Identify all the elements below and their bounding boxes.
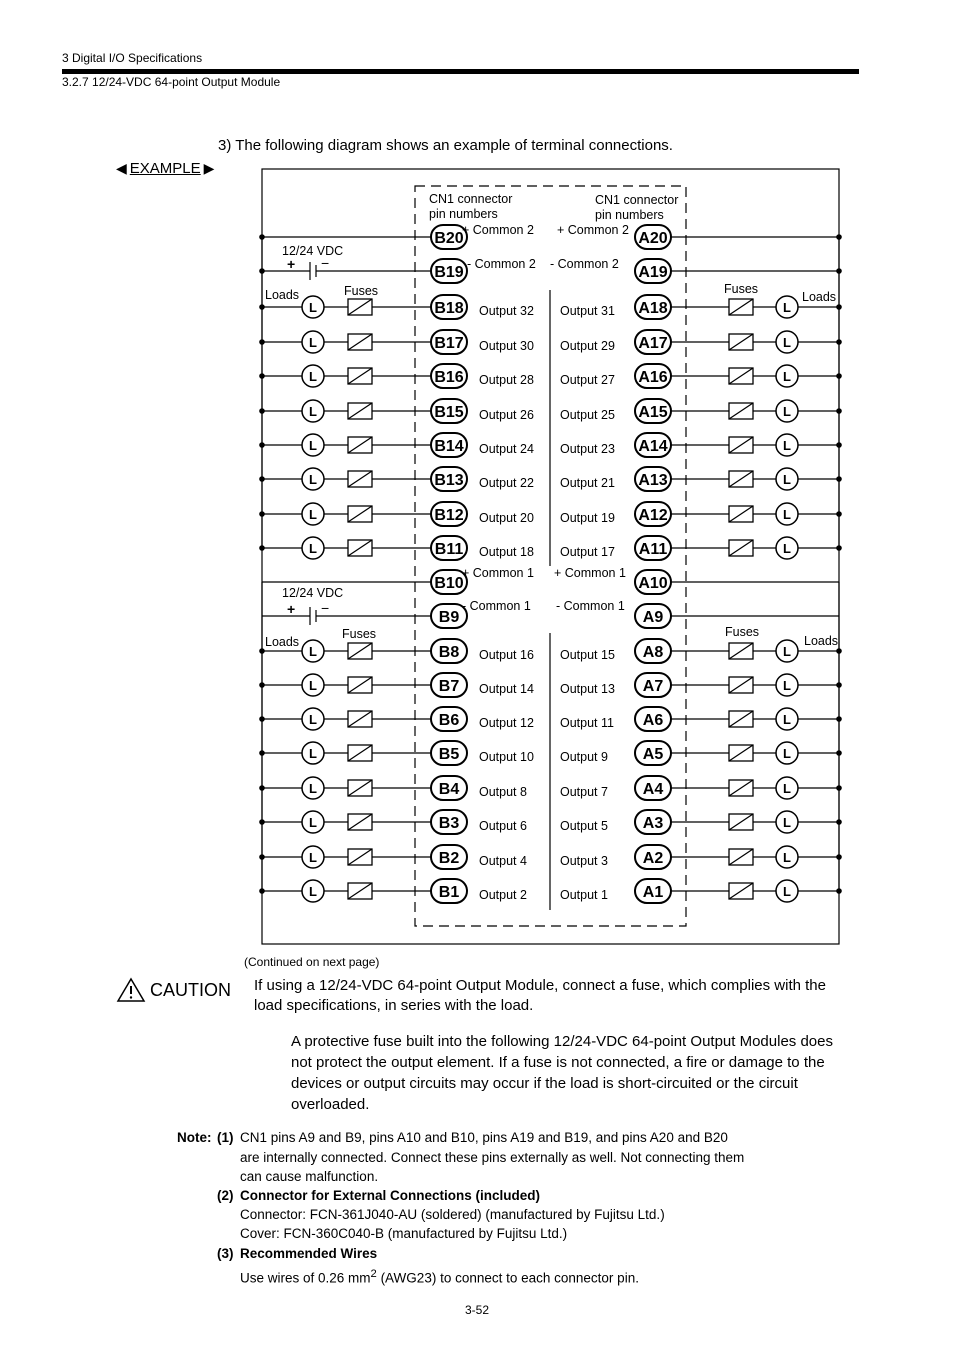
pin-a2-label: A2	[642, 850, 664, 867]
fuses-label-top-left: Fuses	[344, 284, 379, 298]
output-label-b: Output 6	[479, 819, 527, 833]
pin-b13-label: B13	[434, 472, 464, 489]
output-label-b: Output 4	[479, 854, 527, 868]
note-2-cover: Cover: FCN-360C040-B (manufactured by Fujitsu Ltd.)	[240, 1226, 568, 1241]
load-left-symbol: L	[309, 644, 317, 659]
load-left-symbol: L	[309, 438, 317, 453]
common2-minus-label-b: - Common 2	[467, 257, 536, 271]
pin-a18-label: A18	[638, 300, 668, 317]
caution-paragraph-1: If using a 12/24-VDC 64-point Output Module, connect a fuse, which complies with the load specifications, in series with the load.	[254, 977, 826, 1014]
intro-text: 3) The following diagram shows an example of terminal connections.	[218, 137, 673, 154]
output-label-b: Output 22	[479, 476, 534, 490]
pin-b14-label: B14	[434, 438, 464, 455]
pin-b4-label: B4	[438, 781, 460, 798]
pin-b16-label: B16	[434, 369, 464, 386]
output-label-a: Output 21	[560, 476, 615, 490]
cn1-left-label-2: pin numbers	[429, 207, 498, 221]
load-right-symbol: L	[783, 472, 791, 487]
supply-label-top: 12/24 VDC	[282, 244, 344, 258]
note-2-number: (2)	[217, 1188, 234, 1203]
cn1-right-label-2: pin numbers	[595, 208, 664, 222]
load-right-symbol: L	[783, 815, 791, 830]
load-left-symbol: L	[309, 884, 317, 899]
continued-note: (Continued on next page)	[244, 955, 380, 969]
pin-a3-label: A3	[642, 815, 664, 832]
note-3-title: Recommended Wires	[240, 1246, 378, 1261]
output-label-a: Output 9	[560, 750, 608, 764]
common1-plus-label-a: + Common 1	[554, 566, 626, 580]
output-label-b: Output 16	[479, 648, 534, 662]
pin-a4-label: A4	[642, 781, 664, 798]
note-1-number: (1)	[217, 1130, 234, 1145]
caution-paragraph-2: A protective fuse built into the following 12/24-VDC 64-point Output Modules does not protect the output element. If a fuse is not connected, a fire or damage to the devices or output circuits may occur if the load is short-circuited or the circuit overloaded.	[291, 1033, 833, 1113]
loads-label-bottom-left: Loads	[265, 635, 300, 649]
common1-minus-label-a: - Common 1	[556, 599, 625, 613]
output-label-b: Output 32	[479, 304, 534, 318]
output-label-a: Output 1	[560, 888, 608, 902]
pin-a14-label: A14	[638, 438, 668, 455]
load-left-symbol: L	[309, 850, 317, 865]
load-right-symbol: L	[783, 438, 791, 453]
pin-b20-label: B20	[434, 230, 464, 247]
supply-minus-top: −	[321, 255, 330, 271]
common2-minus-label-a: - Common 2	[550, 257, 619, 271]
note-2-connector: Connector: FCN-361J040-AU (soldered) (manufactured by Fujitsu Ltd.)	[240, 1207, 665, 1222]
output-label-b: Output 28	[479, 373, 534, 387]
pin-b11-label: B11	[434, 541, 464, 558]
pin-a7-label: A7	[642, 678, 664, 695]
load-left-symbol: L	[309, 678, 317, 693]
pin-b12-label: B12	[434, 507, 464, 524]
output-label-a: Output 29	[560, 339, 615, 353]
pin-b9-label: B9	[438, 609, 460, 626]
output-label-a: Output 19	[560, 511, 615, 525]
pin-a11-label: A11	[638, 541, 668, 558]
output-label-a: Output 27	[560, 373, 615, 387]
caution-label: CAUTION	[150, 979, 231, 1000]
load-left-symbol: L	[309, 472, 317, 487]
output-label-b: Output 18	[479, 545, 534, 559]
pin-b19-label: B19	[434, 264, 464, 281]
pin-a6-label: A6	[642, 712, 664, 729]
pin-a1-label: A1	[642, 884, 664, 901]
output-label-b: Output 12	[479, 716, 534, 730]
section-header: 3 Digital I/O Specifications	[62, 51, 203, 65]
load-left-symbol: L	[309, 507, 317, 522]
load-left-symbol: L	[309, 404, 317, 419]
pin-b6-label: B6	[438, 712, 460, 729]
pin-a19-label: A19	[638, 264, 668, 281]
supply-plus-bottom: +	[287, 601, 296, 617]
cn1-left-label-1: CN1 connector	[429, 192, 513, 206]
load-right-symbol: L	[783, 746, 791, 761]
note-label: Note:	[177, 1130, 212, 1145]
pin-b10-label: B10	[434, 575, 464, 592]
pin-a8-label: A8	[642, 644, 664, 661]
loads-label-top-right: Loads	[802, 290, 837, 304]
pin-a12-label: A12	[638, 507, 668, 524]
right-triangle-icon: ▶	[203, 160, 215, 176]
load-right-symbol: L	[783, 404, 791, 419]
note-2-title: Connector for External Connections (included)	[240, 1188, 541, 1203]
load-right-symbol: L	[783, 884, 791, 899]
pin-b17-label: B17	[434, 335, 464, 352]
pin-b1-label: B1	[438, 884, 460, 901]
note-1-text: CN1 pins A9 and B9, pins A10 and B10, pins A19 and B19, and pins A20 and B20 are internally connected. Connect these pins externally as well. Not connecting them can cause malfunction.	[240, 1130, 745, 1184]
load-right-symbol: L	[783, 850, 791, 865]
fuses-label-bottom-left: Fuses	[342, 627, 377, 641]
load-left-symbol: L	[309, 369, 317, 384]
load-left-symbol: L	[309, 815, 317, 830]
note-3-superscript: 2	[370, 1268, 377, 1280]
load-right-symbol: L	[783, 644, 791, 659]
loads-label-top-left: Loads	[265, 288, 300, 302]
note-3-number: (3)	[217, 1246, 234, 1261]
load-right-symbol: L	[783, 335, 791, 350]
example-label: EXAMPLE	[129, 160, 201, 177]
output-label-a: Output 3	[560, 854, 608, 868]
output-label-b: Output 20	[479, 511, 534, 525]
output-label-a: Output 5	[560, 819, 608, 833]
output-label-a: Output 23	[560, 442, 615, 456]
subsection-header: 3.2.7 12/24-VDC 64-point Output Module	[62, 75, 281, 89]
common1-minus-label-b: - Common 1	[462, 599, 531, 613]
load-right-symbol: L	[783, 781, 791, 796]
pin-a9-label: A9	[642, 609, 664, 626]
load-left-symbol: L	[309, 781, 317, 796]
pin-b15-label: B15	[434, 404, 464, 421]
output-label-a: Output 15	[560, 648, 615, 662]
common2-plus-label-a: + Common 2	[557, 223, 629, 237]
load-right-symbol: L	[783, 507, 791, 522]
load-left-symbol: L	[309, 541, 317, 556]
load-right-symbol: L	[783, 369, 791, 384]
output-label-b: Output 2	[479, 888, 527, 902]
page-number: 3-52	[464, 1303, 490, 1317]
caution-heading	[116, 977, 231, 1003]
pin-a10-label: A10	[638, 575, 668, 592]
pin-b8-label: B8	[438, 644, 460, 661]
pin-b5-label: B5	[438, 746, 460, 763]
output-label-b: Output 26	[479, 408, 534, 422]
fuses-label-bottom-right: Fuses	[725, 625, 760, 639]
pin-a20-label: A20	[638, 230, 668, 247]
load-left-symbol: L	[309, 335, 317, 350]
cn1-right-label-1: CN1 connector	[595, 193, 679, 207]
output-label-a: Output 13	[560, 682, 615, 696]
common1-plus-label-b: + Common 1	[462, 566, 534, 580]
output-label-a: Output 7	[560, 785, 608, 799]
note-3-text	[240, 1265, 639, 1288]
supply-plus-top: +	[287, 256, 296, 272]
load-left-symbol: L	[309, 746, 317, 761]
load-left-symbol: L	[309, 712, 317, 727]
output-label-b: Output 14	[479, 682, 534, 696]
output-label-a: Output 11	[560, 716, 614, 730]
loads-label-bottom-right: Loads	[804, 634, 839, 648]
note-3-text-post: (AWG23) to connect to each connector pin.	[376, 1270, 639, 1286]
output-label-a: Output 17	[560, 545, 615, 559]
pin-a16-label: A16	[638, 369, 668, 386]
output-label-a: Output 31	[560, 304, 615, 318]
common2-plus-label-b: + Common 2	[462, 223, 534, 237]
supply-label-bottom: 12/24 VDC	[282, 586, 344, 600]
note-3-text-pre: Use wires of 0.26 mm	[240, 1270, 371, 1286]
pin-a5-label: A5	[642, 746, 664, 763]
load-right-symbol: L	[783, 300, 791, 315]
output-label-b: Output 8	[479, 785, 527, 799]
output-label-b: Output 24	[479, 442, 534, 456]
pin-a17-label: A17	[638, 335, 668, 352]
load-right-symbol: L	[783, 678, 791, 693]
pin-b18-label: B18	[434, 300, 464, 317]
output-label-a: Output 25	[560, 408, 615, 422]
pin-a15-label: A15	[638, 404, 668, 421]
pin-b7-label: B7	[438, 678, 460, 695]
output-label-b: Output 10	[479, 750, 534, 764]
left-triangle-icon: ◀	[116, 160, 127, 176]
pin-b2-label: B2	[438, 850, 460, 867]
fuses-label-top-right: Fuses	[724, 282, 759, 296]
load-right-symbol: L	[783, 712, 791, 727]
warning-triangle-icon	[116, 977, 146, 1003]
pin-a13-label: A13	[638, 472, 668, 489]
supply-minus-bottom: −	[321, 600, 330, 616]
output-label-b: Output 30	[479, 339, 534, 353]
load-left-symbol: L	[309, 300, 317, 315]
pin-b3-label: B3	[438, 815, 460, 832]
load-right-symbol: L	[783, 541, 791, 556]
